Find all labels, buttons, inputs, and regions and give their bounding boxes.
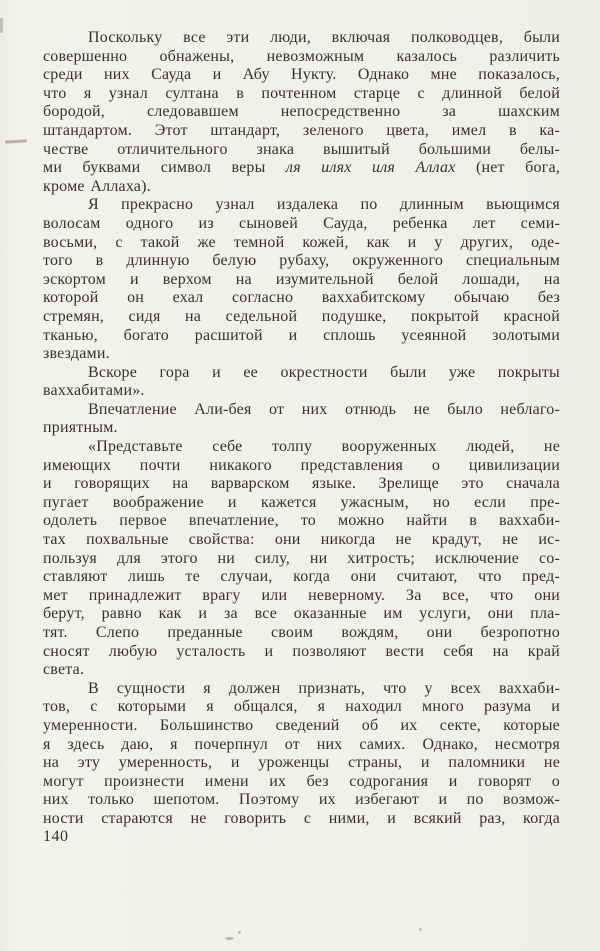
text-segment: (нет бога, [455,159,560,177]
text-line [43,159,560,178]
page-number: 140 [43,828,69,845]
text-line: и говорящих на варварском языке. Зрелище это сначала [43,475,560,493]
text-line: на эту умеренность, и уроженцы страны, и паломники не [43,754,560,772]
text-line: тят. Слепо преданные своим вождям, они безропотно [43,624,560,641]
paragraph [43,196,560,363]
scan-artifact-speck [238,931,241,934]
text-line: что я узнал султана в почтенном старце с длинной белой [43,84,560,102]
text-line: эскортом и верхом на изумительной белой лошади, на [43,270,560,288]
text-line: которой он ехал согласно ваххабитскому обычаю без [43,289,560,307]
text-line: приятным. [43,419,118,437]
scan-artifact-speck [225,937,234,940]
text-line: «Представьте себе толпу вооруженных людей, не [88,438,560,456]
text-line: сносят любую усталость и позволяют вести себя на край [43,642,560,660]
text-segment: ми буквами символ веры [43,159,287,177]
text-line: них только шепотом. Поэтому их избегают и по возмож- [43,791,560,809]
text-line: ности стараются не говорить с ними, и всякий раз, когда [43,809,560,827]
text-line: берут, равно как и за все оказанные им услуги, они пла- [43,605,560,623]
text-line: ставляют лишь те случаи, когда они считают, что пред- [43,568,560,586]
text-line: звездами. [43,345,110,363]
text-line: ваххабитами». [43,382,145,400]
text-line: волосам одного из сыновей Сауда, ребенка лет семи- [43,214,560,232]
text-line: кроме Аллаха). [43,177,151,195]
text-line: Вскоре гора и ее окрестности были уже покрыты [88,363,560,381]
paragraph [43,438,560,680]
paragraph [43,680,560,829]
text-line: тов, с которыми я общался, я находил много разума и [43,698,560,716]
scan-artifact-margin-dash [5,139,27,144]
text-line: Поскольку все эти люди, включая полководцев, были [88,29,560,46]
paragraph [43,364,560,401]
page-text [43,29,560,829]
text-line: штандартом. Этот штандарт, зеленого цвета, имел в ка- [43,121,560,139]
text-line: восьми, с такой же темной кожей, как и у других, оде- [43,233,560,251]
text-line: могут произнести имени их без содрогания и говорят о [43,772,560,790]
text-line: умеренности. Большинство сведений об их секте, которые [43,716,560,734]
text-line: того в длинную белую рубаху, окруженного специальным [43,252,560,270]
text-line: тах похвальные свойства: они никогда не крадут, не ис- [43,531,560,549]
scan-artifact-edge-tick [0,18,3,33]
text-line: я здесь даю, я почерпнул от них самих. Однако, несмотря [43,735,560,753]
text-line: одолеть первое впечатление, то можно найти в ваххаби- [43,512,560,530]
text-line: мет принадлежит врагу или неверному. За все, что они [43,586,560,604]
text-line: совершенно обнажены, невозможным казалось различить [43,47,560,65]
text-line: имеющих почти никакого представления о цивилизации [43,456,560,474]
paragraph [43,401,560,438]
text-line: тканью, богато расшитой и сплошь усеянной золотыми [43,326,560,344]
text-line: пользуя для этого ни силу, ни хитрость; исключение со- [43,549,560,567]
text-line: В сущности я должен признать, что у всех ваххаби- [88,679,560,697]
text-line: Впечатление Али-бея от них отнюдь не было неблаго- [88,400,560,418]
text-line: пугает воображение и кажется ужасным, но если пре- [43,493,560,511]
text-line: бородой, следовавшем непосредственно за шахским [43,103,560,121]
text-line: стремян, сидя на седельной подушке, покрытой красной [43,307,560,325]
text-line: света. [43,661,85,679]
italic-phrase: ля илях иля Аллах [286,159,456,177]
text-line: среди них Сауда и Абу Нукту. Однако мне показалось, [43,66,560,84]
text-line: честве отличительного знака вышитый большими белы- [43,140,560,158]
paragraph [43,29,560,196]
scan-artifact-speck [419,928,422,931]
text-line: Я прекрасно узнал издалека по длинным вьющимся [88,196,560,214]
